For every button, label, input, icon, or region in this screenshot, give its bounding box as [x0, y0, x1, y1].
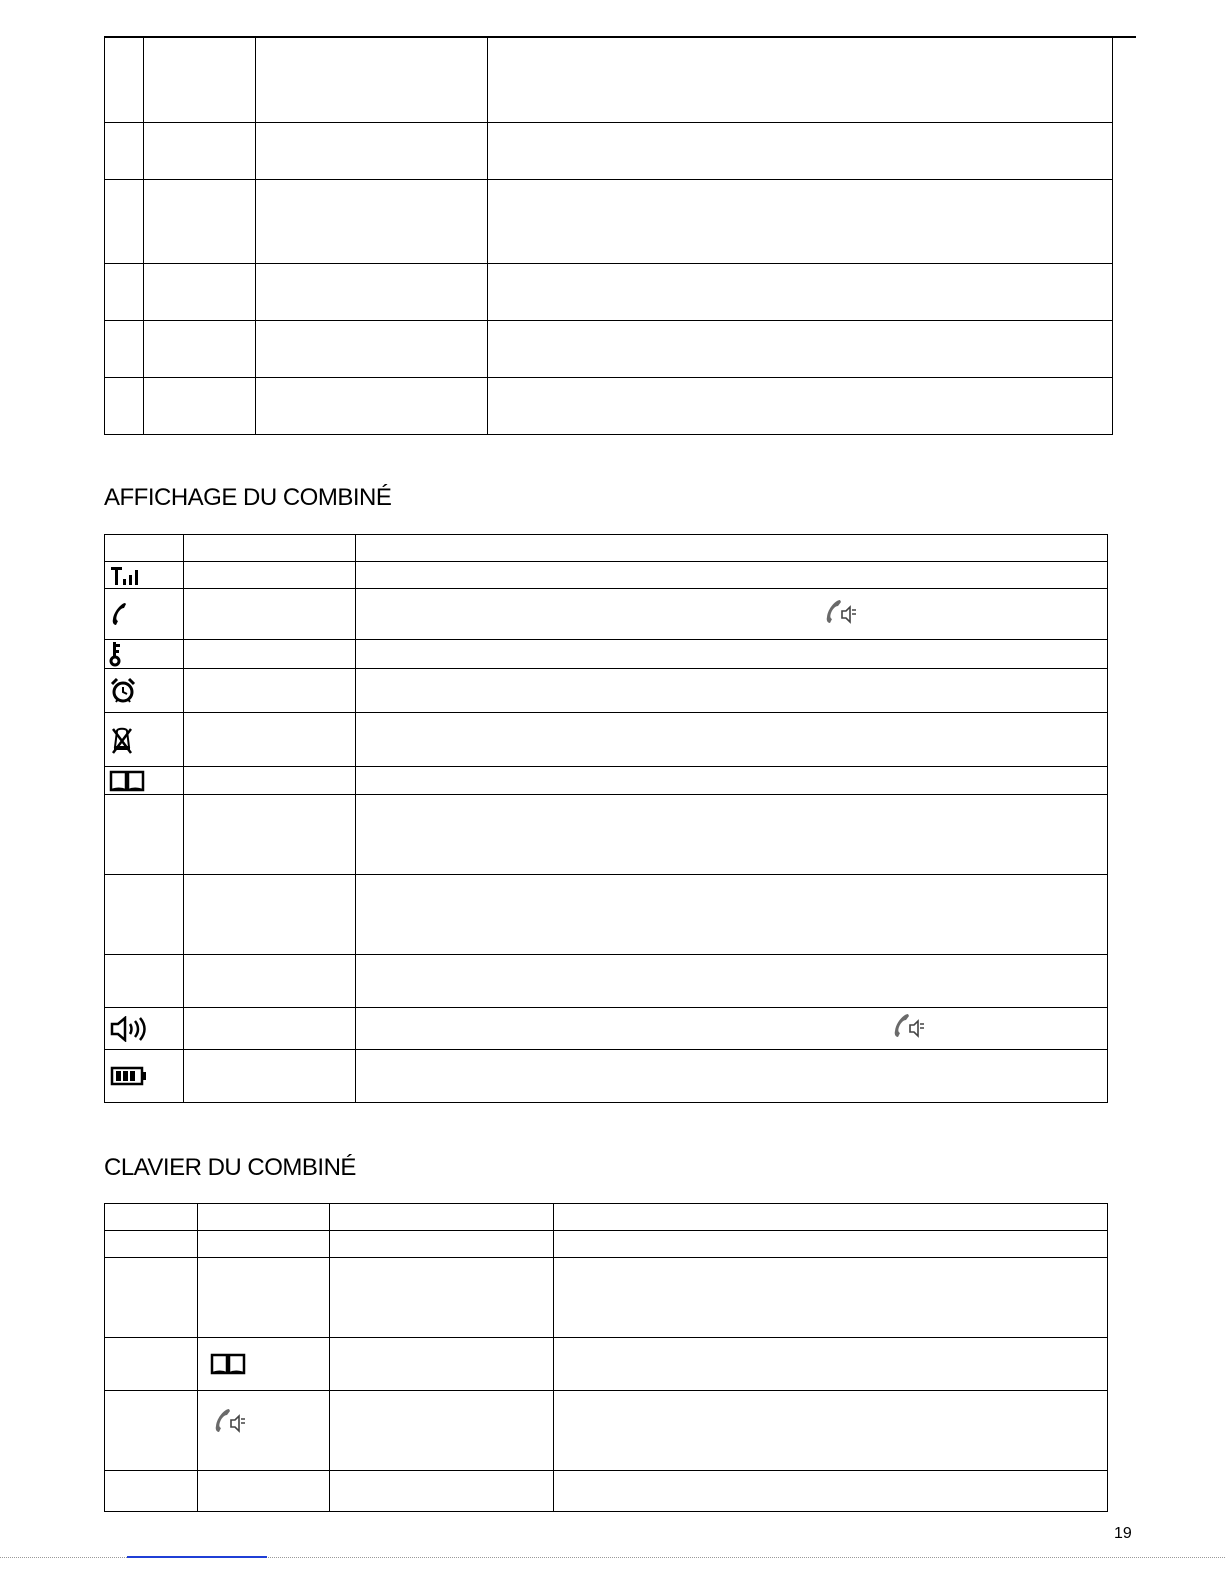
- table-row: [105, 1204, 1108, 1231]
- table-row: [105, 264, 1113, 321]
- table-row: [105, 1258, 1108, 1338]
- table-row: [105, 321, 1113, 378]
- display-table: [104, 534, 1108, 1103]
- handset-speaker-icon: [823, 598, 859, 633]
- table-row: [105, 669, 1108, 713]
- table-row: [105, 123, 1113, 180]
- handset-icon: [109, 601, 183, 627]
- key-icon: [109, 641, 183, 667]
- table-row: [105, 875, 1108, 955]
- table-row: [105, 1231, 1108, 1258]
- table-row: [105, 378, 1113, 435]
- handset-speaker-icon: [891, 1012, 927, 1047]
- handset-speaker-icon: [212, 1407, 329, 1437]
- table-row: [105, 562, 1108, 589]
- table-row: [105, 589, 1108, 640]
- table-row: [105, 1338, 1108, 1391]
- phonebook-icon: [210, 1352, 329, 1376]
- table-row: [105, 767, 1108, 795]
- speaker-icon: [109, 1016, 183, 1042]
- battery-icon: [109, 1064, 183, 1088]
- phonebook-icon: [109, 769, 183, 793]
- keypad-table: [104, 1203, 1108, 1512]
- table-row: [105, 640, 1108, 669]
- table-row: [105, 1391, 1108, 1471]
- footer-link-underline[interactable]: [127, 1556, 267, 1558]
- page-number: 19: [1114, 1525, 1132, 1542]
- alarm-clock-icon: [109, 677, 183, 705]
- signal-strength-icon: [109, 564, 183, 586]
- keypad-section-heading: CLAVIER DU COMBINÉ: [104, 1154, 356, 1181]
- ringer-off-icon: [109, 725, 183, 755]
- table-row: [105, 37, 1113, 123]
- table-row: [105, 795, 1108, 875]
- table-row: [105, 1008, 1108, 1050]
- table-row: [105, 1050, 1108, 1103]
- table-row: [105, 955, 1108, 1008]
- display-section-heading: AFFICHAGE DU COMBINÉ: [104, 484, 392, 511]
- table-row: [105, 535, 1108, 562]
- table-row: [105, 713, 1108, 767]
- continuation-table: [104, 36, 1113, 435]
- table-row: [105, 180, 1113, 264]
- table-row: [105, 1471, 1108, 1512]
